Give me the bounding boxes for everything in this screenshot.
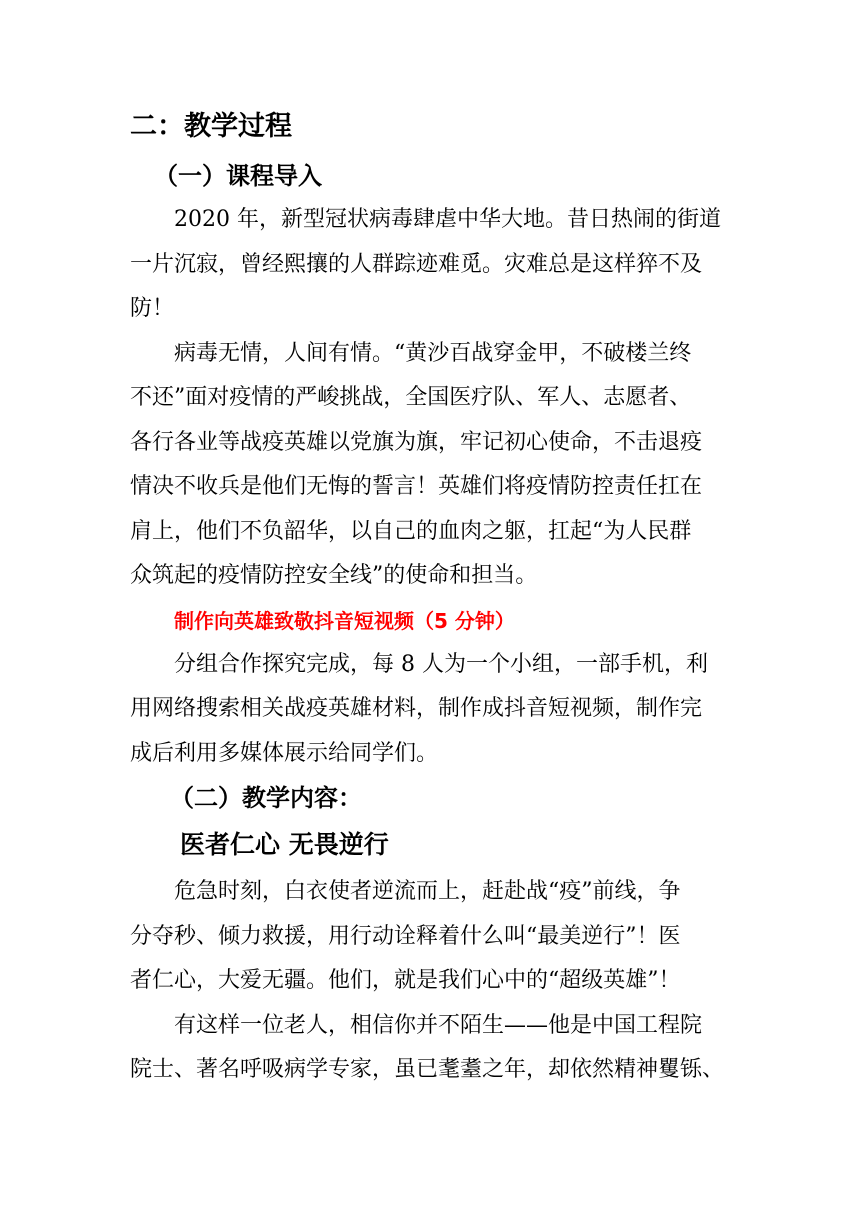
text-line: 院士、著名呼吸病学专家，虽已耄耋之年，却依然精神矍铄、 (130, 1057, 725, 1082)
text-line: 病毒无情，人间有情。“黄沙百战穿金甲，不破楼兰终 (174, 340, 692, 366)
section-title-intro: （一）课程导入 (154, 162, 322, 190)
text-line: 分组合作探究完成，每 8 人为一个小组，一部手机，利 (174, 651, 708, 677)
text-line: 者仁心，大爱无疆。他们，就是我们心中的“超级英雄”！ (130, 968, 681, 993)
text-line: 有这样一位老人，相信你并不陌生——他是中国工程院 (174, 1012, 703, 1038)
document-page (130, 100, 730, 1093)
text-line: 情决不收兵是他们无悔的誓言！英雄们将疫情防控责任扛在 (130, 474, 703, 499)
text-line: 一片沉寂，曾经熙攘的人群踪迹难觅。灾难总是这样猝不及 (130, 251, 703, 277)
text-line: 成后利用多媒体展示给同学们。 (130, 740, 439, 766)
intro-paragraph-1 (130, 198, 730, 332)
text-line: 各行各业等战疫英雄以党旗为旗，牢记初心使命，不击退疫 (130, 429, 703, 455)
text-line: 肩上，他们不负韶华，以自己的血肉之躯，扛起“为人民群 (130, 518, 692, 544)
text-line: 危急时刻，白衣使者逆流而上，赶赴战“疫”前线，争 (174, 879, 681, 904)
content-paragraph-2 (130, 1004, 730, 1093)
text-line: 防！ (130, 296, 175, 321)
content-paragraph-1 (130, 870, 730, 1004)
main-heading: 二：教学过程 (130, 111, 292, 142)
text-line: 分夺秒、倾力救援，用行动诠释着什么叫“最美逆行”！医 (130, 923, 681, 949)
text-line: 2020 年，新型冠状病毒肆虐中华大地。昔日热闹的街道 (174, 207, 721, 232)
activity-paragraph (130, 643, 730, 777)
text-line: 不还”面对疫情的严峻挑战，全国医疗队、军人、志愿者、 (130, 385, 692, 410)
text-line: 众筑起的疫情防控安全线”的使命和担当。 (130, 563, 538, 588)
section-title-content: （二）教学内容： (170, 784, 362, 812)
section-subtitle: 医者仁心 无畏逆行 (180, 830, 389, 859)
intro-paragraph-2 (130, 332, 730, 599)
text-line: 用网络搜索相关战疫英雄材料，制作成抖音短视频，制作完 (130, 696, 703, 721)
activity-heading: 制作向英雄致敬抖音短视频（5 分钟） (174, 608, 515, 633)
